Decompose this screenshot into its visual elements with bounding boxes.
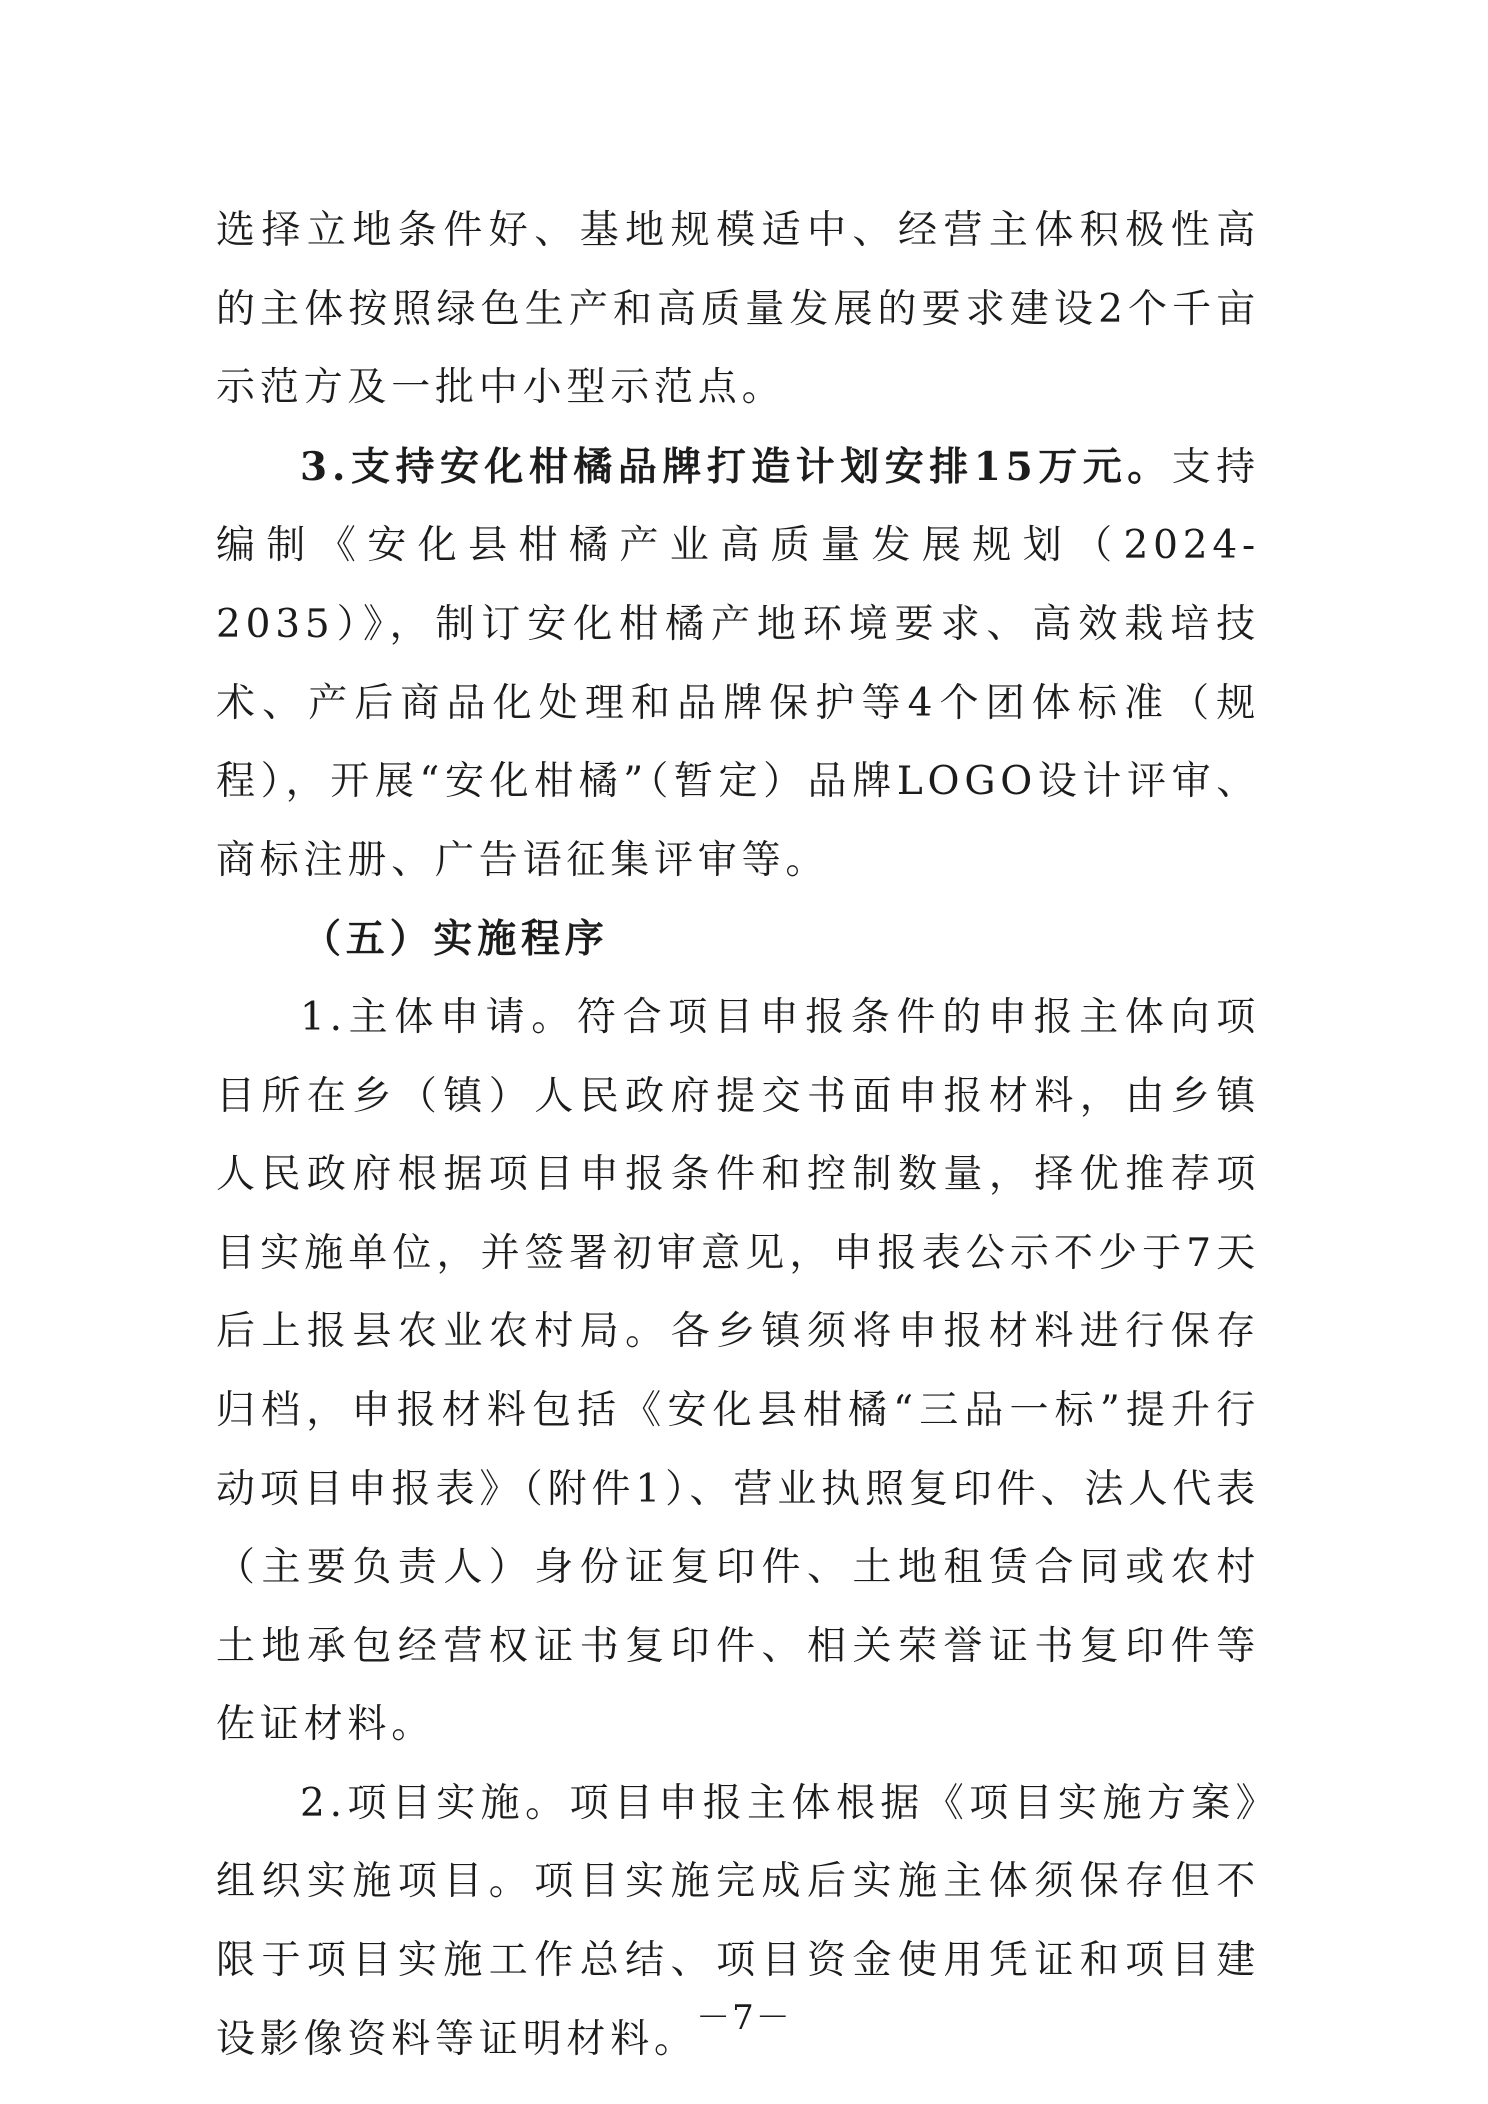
document-body: [216, 192, 1260, 2079]
page-number: －7－: [696, 1998, 792, 2038]
paragraph-entity-application: 1.主体申请。符合项目申报条件的申报主体向项目所在乡（镇）人民政府提交书面申报材料，由乡镇人民政府根据项目申报条件和控制数量，择优推荐项目实施单位，并签署初审意见，申报表公示不少于7天后上报县农业农村局。各乡镇须将申报材料进行保存归档，申报材料包括《安化县柑橘“三品一标”提升行动项目申报表》（附件1）、营业执照复印件、法人代表（主要负责人）身份证复印件、土地租赁合同或农村土地承包经营权证书复印件、相关荣誉证书复印件等佐证材料。: [216, 994, 1260, 1748]
paragraph-demonstration-sites: 选择立地条件好、基地规模适中、经营主体积极性高的主体按照绿色生产和高质量发展的要求建设2个千亩示范方及一批中小型示范点。: [216, 208, 1260, 411]
paragraph-brand-building-lead: 3.支持安化柑橘品牌打造计划安排15万元。: [300, 443, 1172, 490]
paragraph-brand-building: [216, 428, 1260, 901]
paragraph-project-implementation: 2.项目实施。项目申报主体根据《项目实施方案》组织实施项目。项目实施完成后实施主体须保存但不限于项目实施工作总结、项目资金使用凭证和项目建设影像资料等证明材料。: [216, 1780, 1260, 2062]
section-heading-implementation-procedure: （五）实施程序: [302, 916, 609, 963]
paragraph-brand-building-text: 支持编制《安化县柑橘产业高质量发展规划（2024-2035）》，制订安化柑橘产地环境要求、高效栽培技术、产后商品化处理和品牌保护等4个团体标准（规程），开展“安化柑橘”（暂定）品牌LOGO设计评审、商标注册、广告语征集评审等。: [216, 444, 1260, 883]
